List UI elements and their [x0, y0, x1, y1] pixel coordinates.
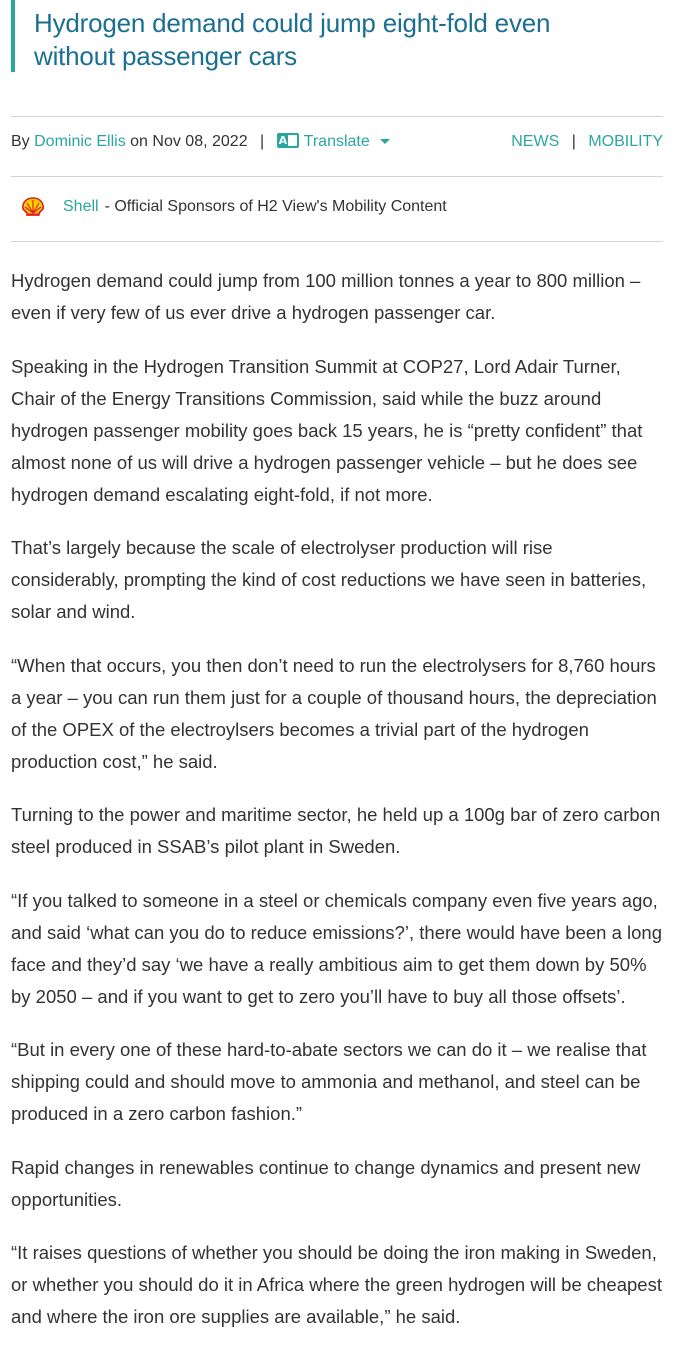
translate-icon — [277, 133, 299, 148]
article-paragraph: That’s largely because the scale of electrolyser production will rise considerably, prompting the kind of cost reductions we have seen in batteries, solar and wind. — [11, 537, 647, 622]
sponsor-banner — [11, 190, 663, 224]
translate-label: Translate — [303, 133, 370, 150]
sponsor-text — [63, 190, 447, 224]
article-paragraph: Speaking in the Hydrogen Transition Summit at COP27, Lord Adair Turner, Chair of the Energy Transitions Commission, said while the buzz around hydrogen passenger mobility goes back 15 years, he is “pretty confident” that almost none of us will drive a hydrogen passenger vehicle – but he does see hydrogen demand escalating eight-fold, if not more. — [11, 355, 643, 505]
article-paragraph: Turning to the power and maritime sector, he held up a 100g bar of zero carbon steel produced in SSAB’s pilot plant in Sweden. — [11, 804, 661, 857]
date-prefix: on — [130, 133, 148, 150]
article-paragraph: “If you talked to someone in a steel or chemicals company even five years ago, and said ‘what can you do to reduce emissions?’, there would have been a long face and they’d say ‘we have a really ambitious aim to get them down by 50% by 2050 – and if you want to get to zero you’ll have to buy all those offsets’. — [11, 889, 663, 1007]
article-paragraph: “But in every one of these hard-to-abate sectors we can do it – we realise that shipping could and should move to ammonia and methanol, and steel can be produced in a zero carbon fashion.” — [11, 1039, 647, 1124]
sponsor-description: - Official Sponsors of H2 View's Mobility Content — [104, 198, 447, 215]
byline-prefix: By — [11, 133, 30, 150]
article-paragraph: “When that occurs, you then don’t need to run the electrolysers for 8,760 hours a year – you can run them just for a couple of thousand hours, the depreciation of the OPEX of the electroylsers becomes a trivial part of the hydrogen production cost,” he said. — [11, 654, 657, 772]
shell-logo-icon[interactable] — [21, 197, 45, 217]
headline-block — [11, 0, 611, 72]
byline — [11, 128, 390, 156]
divider-top — [11, 116, 663, 117]
divider-meta — [11, 176, 663, 177]
byline-separator: | — [260, 133, 265, 150]
publish-date: Nov 08, 2022 — [152, 133, 248, 150]
sponsor-name-link[interactable]: Shell — [63, 198, 99, 215]
article-title: Hydrogen demand could jump eight-fold even without passenger cars — [34, 8, 551, 71]
category-mobility-link[interactable]: MOBILITY — [588, 133, 663, 150]
category-news-link[interactable]: NEWS — [511, 133, 560, 150]
article-paragraph: “It raises questions of whether you should be doing the iron making in Sweden, or whether you should do it in Africa where the green hydrogen will be cheapest and where the iron ore supplies are available,” he said. — [11, 1242, 662, 1327]
category-links — [511, 128, 663, 156]
category-separator: | — [571, 133, 576, 150]
author-link[interactable]: Dominic Ellis — [34, 133, 126, 150]
divider-sponsor — [11, 241, 663, 242]
article-meta — [11, 128, 663, 156]
article-paragraph: Rapid changes in renewables continue to change dynamics and present new opportunities. — [11, 1156, 641, 1210]
article-body — [11, 265, 663, 1355]
article-paragraph: Hydrogen demand could jump from 100 million tonnes a year to 800 million – even if very few of us ever drive a hydrogen passenger car. — [11, 270, 641, 323]
caret-down-icon — [380, 139, 390, 144]
translate-button[interactable] — [277, 128, 390, 156]
